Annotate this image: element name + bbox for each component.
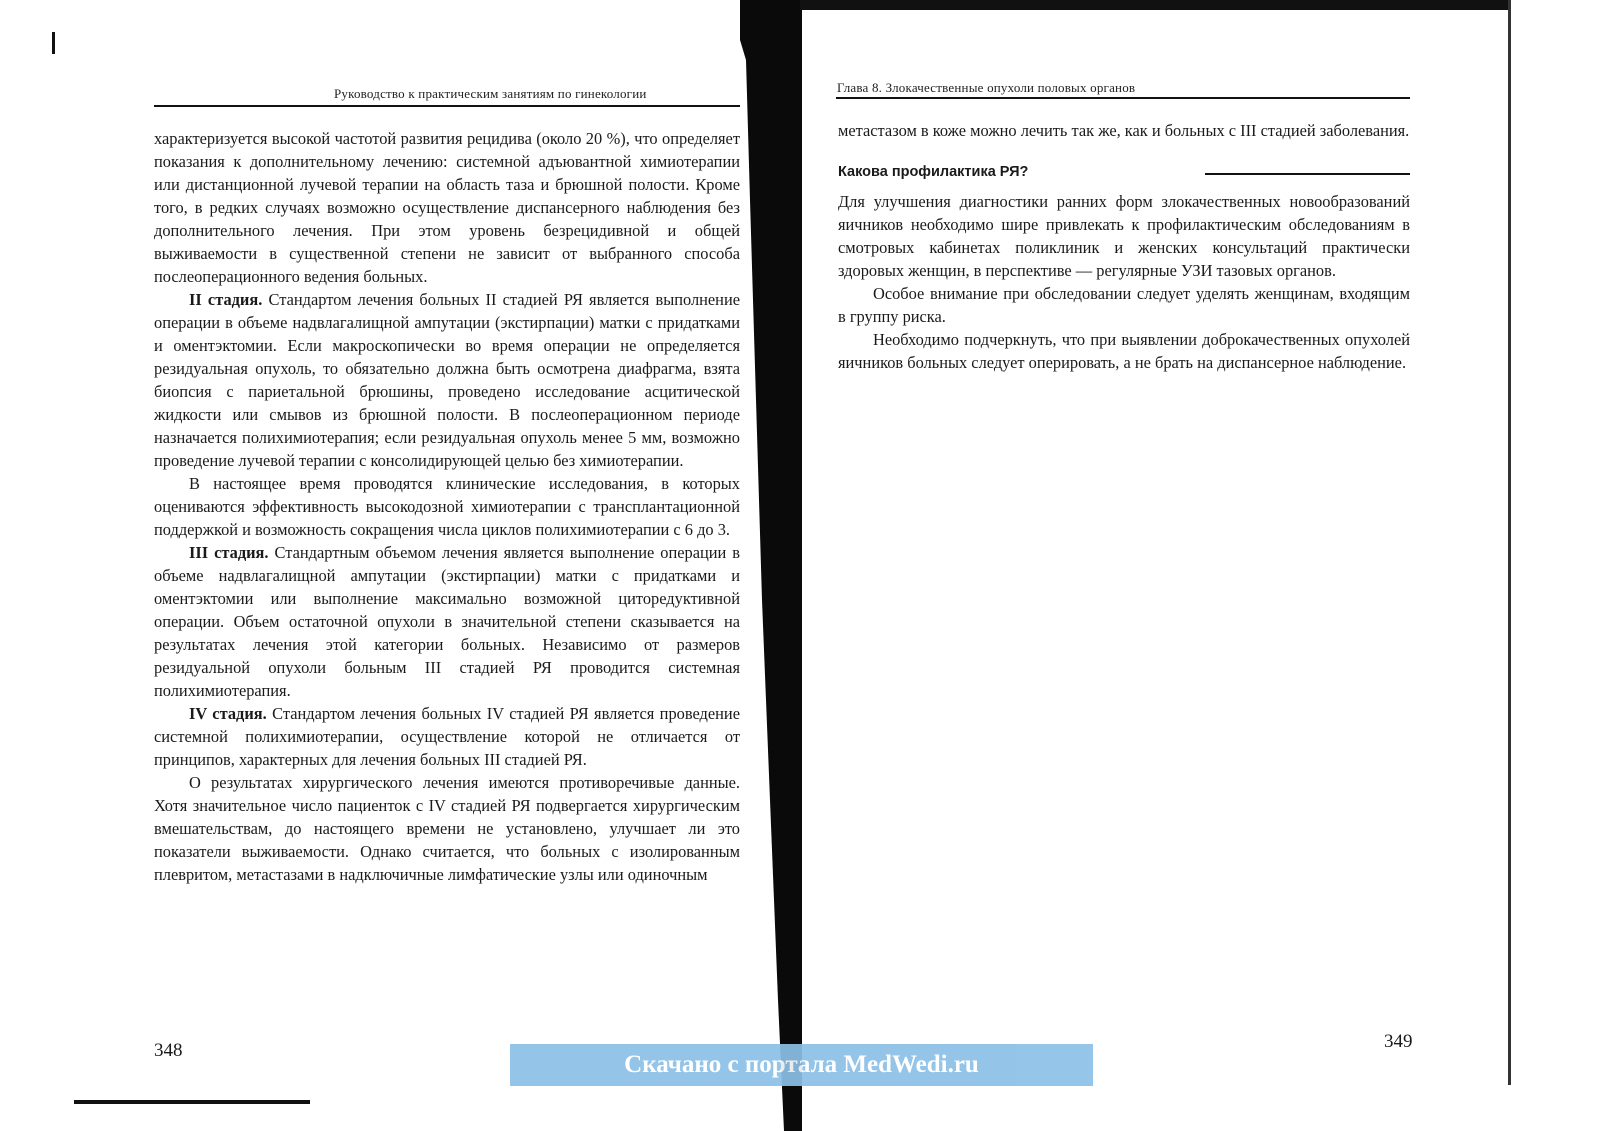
paragraph-1 xyxy=(154,127,740,288)
paragraph-text: Стандартом лечения больных IV стадией РЯ является проведение системной полихимиотерапии, осуществление которой не отличается от принципов, характерных для лечения больных III стадией РЯ. xyxy=(154,704,740,769)
left-page xyxy=(0,0,760,1131)
left-text-column xyxy=(154,127,740,886)
paragraph-3: Необходимо подчеркнуть, что при выявлении доброкачественных опухолей яичников больных следует оперировать, а не брать на диспансерное наблюдение. xyxy=(838,330,1410,372)
right-page xyxy=(800,0,1600,1131)
section-title: Какова профилактика РЯ? xyxy=(838,164,1029,180)
book-spine-shadow xyxy=(740,0,802,1131)
stage-3-label: III стадия. xyxy=(189,543,269,562)
paragraph-stage-2 xyxy=(154,288,740,472)
stage-2-label: II стадия. xyxy=(189,290,263,309)
paragraph-1: Для улучшения диагностики ранних форм злокачественных новообразований яичников необходимо шире привлекать к профилактическим обследованиям в смотровых кабинетах поликлиник и женских консультаций практически здоровых женщин, в перспективе — регулярные УЗИ тазовых органов. xyxy=(838,192,1410,280)
paragraph-text: Стандартным объемом лечения является выполнение операции в объеме надвлагалищной ампутации (экстирпации) матки с придатками и оментэктомии или выполнение максимально возможной циторедуктивной операции. Объем остаточной опухоли в значительной степени сказывается на результатах лечения этой категории больных. Независимо от размеров резидуальной опухоли больным III стадией РЯ проводится системная полихимиотерапия. xyxy=(154,543,740,700)
scan-right-edge xyxy=(1508,0,1511,1085)
left-page-number: 348 xyxy=(154,1040,183,1061)
left-header-rule xyxy=(154,105,740,107)
scan-bottom-edge xyxy=(74,1100,310,1104)
paragraph-2: Особое внимание при обследовании следует уделять женщинам, входящим в группу риска. xyxy=(838,284,1410,326)
left-running-head: Руководство к практическим занятиям по гинекологии xyxy=(334,86,647,101)
right-text-column xyxy=(838,119,1410,374)
paragraph-text: характеризуется высокой частотой развития рецидива (около 20 %), что определяет показания к дополнительному лечению: системной адъювантной химиотерапии или дистанционной лучевой терапии на область таза и брюшной полости. Кроме того, в редких случаях возможно осуществление диспансерного наблюдения без дополнительного лечения. При этом уровень безрецидивной и общей выживаемости в существенной степени не зависит от выбранного способа послеоперационного ведения больных. xyxy=(154,129,740,286)
section-heading xyxy=(838,160,1410,184)
scan-top-edge xyxy=(800,0,1510,10)
paragraph-3 xyxy=(154,472,740,541)
watermark-banner[interactable] xyxy=(510,1044,1093,1086)
section-rule xyxy=(1205,173,1410,175)
right-header-rule xyxy=(836,97,1410,99)
intro-paragraph: метастазом в коже можно лечить так же, как и больных с III стадией заболевания. xyxy=(838,121,1410,140)
right-page-number: 349 xyxy=(1384,1031,1413,1052)
paragraph-stage-3 xyxy=(154,541,740,702)
paragraph-6 xyxy=(154,771,740,886)
paragraph-text: О результатах хирургического лечения имеются противоречивые данные. Хотя значительное число пациенток с IV стадией РЯ подвергается хирургическим вмешательствам, до настоящего времени не установлено, улучшает ли это показатели выживаемости. Однако считается, что больных с изолированным плевритом, метастазами в надключичные лимфатические узлы или одиночным xyxy=(154,773,740,884)
paragraph-text: Стандартом лечения больных II стадией РЯ является выполнение операции в объеме надвлагалищной ампутации (экстирпации) матки с придатками и оментэктомии. Если макроскопически во время операции не определяется резидуальная опухоль, то обязательно должна быть осмотрена диафрагма, взята биопсия с париетальной брюшины, проведено исследование асцитической жидкости или смывов из брюшной полости. В послеоперационном периоде назначается полихимиотерапия; если резидуальная опухоль менее 5 мм, возможно проведение лучевой терапии с консолидирующей целью без химиотерапии. xyxy=(154,290,741,470)
paragraph-text: В настоящее время проводятся клинические исследования, в которых оцениваются эффективность высокодозной химиотерапии с трансплантационной поддержкой и возможность сокращения числа циклов полихимиотерапии с 6 до 3. xyxy=(154,474,740,539)
right-running-head: Глава 8. Злокачественные опухоли половых органов xyxy=(837,80,1136,95)
watermark-text: Скачано с портала MedWedi.ru xyxy=(624,1051,979,1078)
paragraph-stage-4 xyxy=(154,702,740,771)
stage-4-label: IV стадия. xyxy=(189,704,267,723)
